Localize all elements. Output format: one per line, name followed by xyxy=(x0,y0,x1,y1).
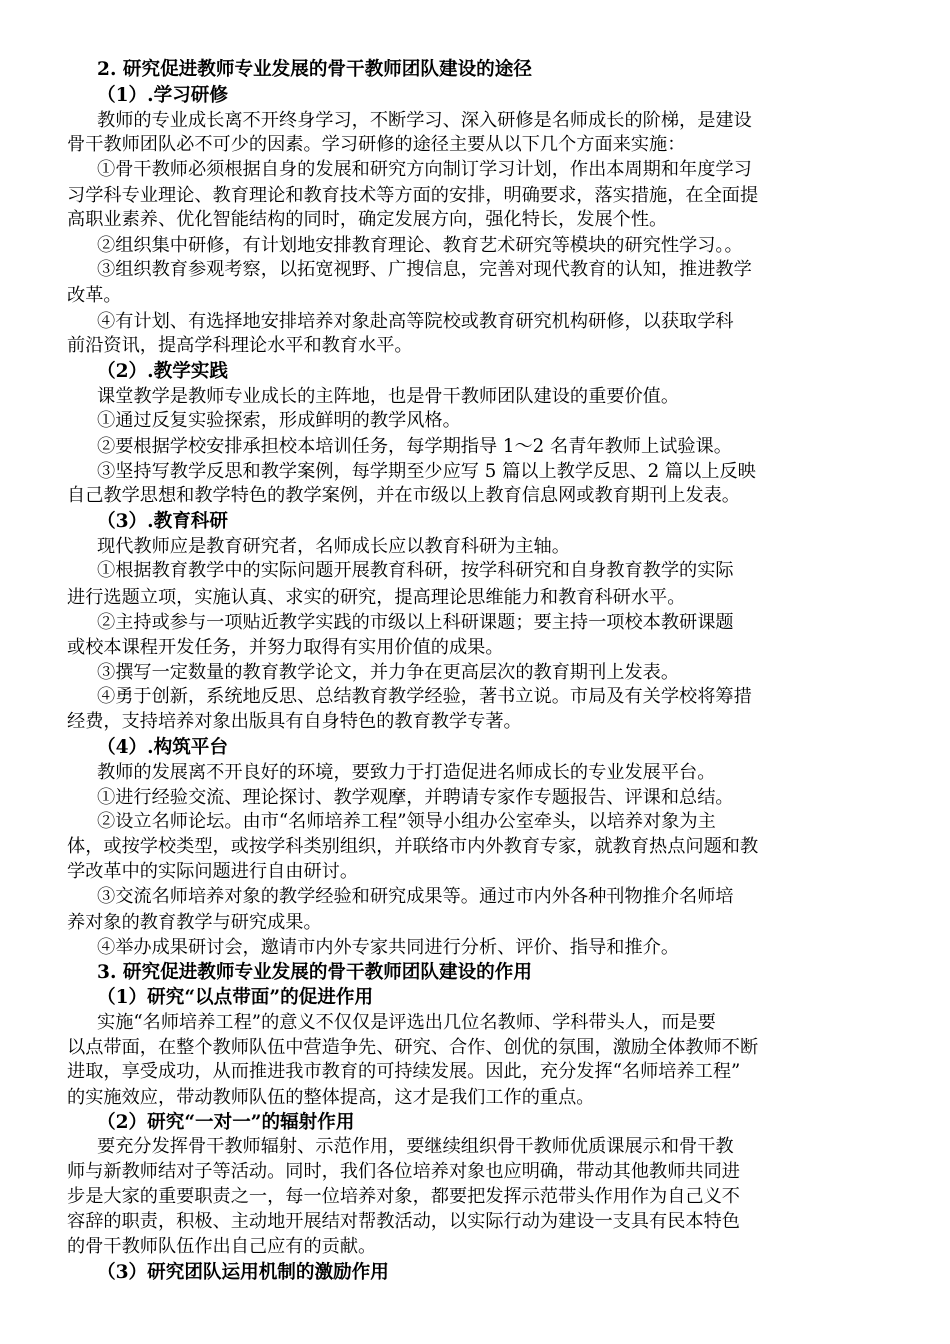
paragraph-line: ②主持或参与一项贴近教学实践的市级以上科研课题；要主持一项校本教研课题 xyxy=(97,612,734,633)
paragraph-line: ①进行经验交流、理论探讨、教学观摩，并聘请专家作专题报告、评课和总结。 xyxy=(97,787,734,808)
paragraph-line: ①骨干教师必须根据自身的发展和研究方向制订学习计划，作出本周期和年度学习 xyxy=(97,159,752,180)
paragraph-line: 经费，支持培养对象出版具有自身特色的教育教学专著。 xyxy=(67,711,522,732)
paragraph-line: 容辞的职责，积极、主动地开展结对帮教活动，以实际行动为建设一支具有民本特色 xyxy=(67,1211,740,1232)
paragraph-line: ③组织教育参观考察，以拓宽视野、广搜信息，完善对现代教育的认知，推进教学 xyxy=(97,259,752,280)
paragraph-line: 的骨干教师队伍作出自己应有的贡献。 xyxy=(67,1236,377,1257)
paragraph-line: 现代教师应是教育研究者，名师成长应以教育科研为主轴。 xyxy=(97,536,570,557)
subsection-heading: （3）研究团队运用机制的激励作用 xyxy=(97,1262,389,1283)
paragraph-line: 实施“名师培养工程”的意义不仅仅是评选出几位名教师、学科带头人，而是要 xyxy=(97,1012,716,1033)
paragraph-line: 进行选题立项，实施认真、求实的研究，提高理论思维能力和教育科研水平。 xyxy=(67,587,686,608)
paragraph-line: 学改革中的实际问题进行自由研讨。 xyxy=(67,861,359,882)
paragraph-line: 体，或按学校类型，或按学科类别组织，并联络市内外教育专家，就教育热点问题和教 xyxy=(67,836,759,857)
paragraph-line: 骨干教师团队必不可少的因素。学习研修的途径主要从以下几个方面来实施： xyxy=(67,134,686,155)
subsection-heading: （4）.构筑平台 xyxy=(97,737,228,758)
paragraph-line: 教师的发展离不开良好的环境，要致力于打造促进名师成长的专业发展平台。 xyxy=(97,762,716,783)
paragraph-line: ④勇于创新，系统地反思、总结教育教学经验，著书立说。市局及有关学校将筹措 xyxy=(97,686,752,707)
paragraph-line: ②设立名师论坛。由市“名师培养工程”领导小组办公室牵头，以培养对象为主 xyxy=(97,811,716,832)
paragraph-line: 以点带面，在整个教师队伍中营造争先、研究、合作、创优的氛围，激励全体教师不断 xyxy=(67,1037,759,1058)
paragraph-line: ①根据教育教学中的实际问题开展教育科研，按学科研究和自身教育教学的实际 xyxy=(97,560,734,581)
paragraph-line: 师与新教师结对子等活动。同时，我们各位培养对象也应明确，带动其他教师共同进 xyxy=(67,1161,740,1182)
paragraph-line: 要充分发挥骨干教师辐射、示范作用，要继续组织骨干教师优质课展示和骨干教 xyxy=(97,1136,734,1157)
paragraph-line: ③撰写一定数量的教育教学论文，并力争在更高层次的教育期刊上发表。 xyxy=(97,662,680,683)
paragraph-line: 改革。 xyxy=(67,285,122,306)
subsection-heading: （2）研究“一对一”的辐射作用 xyxy=(97,1112,355,1133)
subsection-heading: （3）.教育科研 xyxy=(97,511,228,532)
section-heading: 3. 研究促进教师专业发展的骨干教师团队建设的作用 xyxy=(97,962,532,983)
paragraph-line: 进取，享受成功，从而推进我市教育的可持续发展。因此，充分发挥“名师培养工程” xyxy=(67,1061,741,1082)
subsection-heading: （2）.教学实践 xyxy=(97,361,228,382)
paragraph-line: 教师的专业成长离不开终身学习，不断学习、深入研修是名师成长的阶梯，是建设 xyxy=(97,110,752,131)
paragraph-line: ②组织集中研修，有计划地安排教育理论、教育艺术研究等模块的研究性学习。。 xyxy=(97,235,743,256)
paragraph-line: 前沿资讯，提高学科理论水平和教育水平。 xyxy=(67,335,413,356)
subsection-heading: （1）.学习研修 xyxy=(97,85,228,106)
paragraph-line: 课堂教学是教师专业成长的主阵地，也是骨干教师团队建设的重要价值。 xyxy=(97,386,680,407)
paragraph-line: 高职业素养、优化智能结构的同时，确定发展方向，强化特长，发展个性。 xyxy=(67,209,668,230)
section-heading: 2. 研究促进教师专业发展的骨干教师团队建设的途径 xyxy=(97,59,532,80)
paragraph-line: ③交流名师培养对象的教学经验和研究成果等。通过市内外各种刊物推介名师培 xyxy=(97,886,734,907)
paragraph-line: 步是大家的重要职责之一，每一位培养对象，都要把发挥示范带头作用作为自己义不 xyxy=(67,1186,740,1207)
paragraph-line: 习学科专业理论、教育理论和教育技术等方面的安排，明确要求，落实措施，在全面提 xyxy=(67,185,759,206)
paragraph-line: 或校本课程开发任务，并努力取得有实用价值的成果。 xyxy=(67,637,504,658)
subsection-heading: （1）研究“以点带面”的促进作用 xyxy=(97,987,374,1008)
paragraph-line: ③坚持写教学反思和教学案例，每学期至少应写 5 篇以上教学反思、2 篇以上反映 xyxy=(97,461,756,482)
paragraph-line: 养对象的教育教学与研究成果。 xyxy=(67,912,322,933)
paragraph-line: ②要根据学校安排承担校本培训任务，每学期指导 1～2 名青年教师上试验课。 xyxy=(97,436,732,457)
paragraph-line: ④举办成果研讨会，邀请市内外专家共同进行分析、评价、指导和推介。 xyxy=(97,937,680,958)
paragraph-line: 的实施效应，带动教师队伍的整体提高，这才是我们工作的重点。 xyxy=(67,1087,595,1108)
paragraph-line: ④有计划、有选择地安排培养对象赴高等院校或教育研究机构研修，以获取学科 xyxy=(97,311,734,332)
paragraph-line: ①通过反复实验探索，形成鲜明的教学风格。 xyxy=(97,410,461,431)
paragraph-line: 自己教学思想和教学特色的教学案例，并在市级以上教育信息网或教育期刊上发表。 xyxy=(67,485,740,506)
